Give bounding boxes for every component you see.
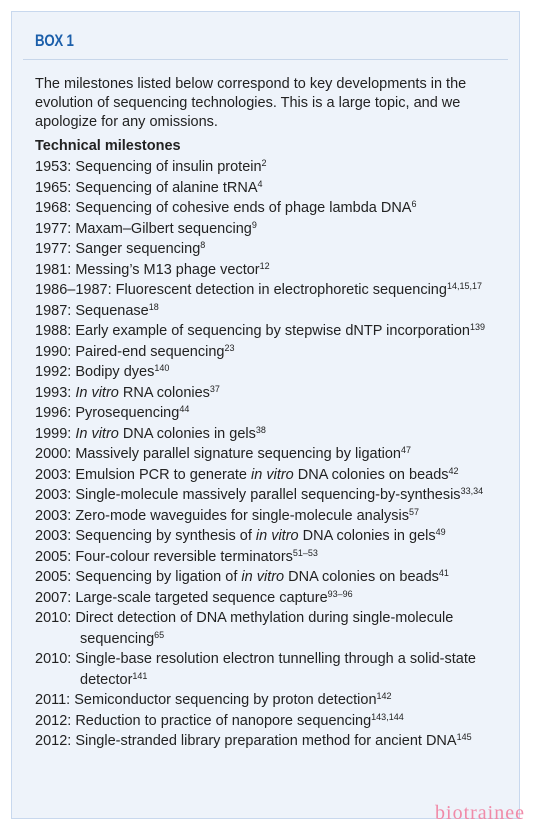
milestone-italic-text: in vitro — [241, 569, 285, 585]
milestone-item — [35, 711, 513, 732]
milestone-reference: 12 — [259, 260, 270, 271]
milestone-text: Maxam–Gilbert sequencing — [75, 220, 252, 237]
milestone-reference: 33,34 — [460, 486, 484, 496]
milestone-reference: 37 — [209, 383, 220, 394]
milestone-italic-text: In vitro — [75, 384, 119, 401]
milestone-year: 2005: — [35, 548, 72, 565]
milestone-year: 2010: — [35, 610, 72, 626]
milestone-item — [35, 424, 513, 445]
milestone-reference: 41 — [438, 568, 449, 578]
milestone-text: Emulsion PCR to generate — [75, 466, 252, 483]
milestone-item — [35, 608, 513, 649]
milestone-text: Sanger sequencing — [75, 241, 201, 257]
milestone-item — [35, 239, 513, 260]
milestone-year: 1992: — [35, 364, 72, 380]
milestone-reference: 38 — [255, 424, 266, 435]
milestone-reference: 42 — [448, 465, 459, 476]
milestone-text: Large-scale targeted sequence capture — [75, 589, 328, 606]
milestone-item — [35, 731, 513, 752]
milestone-text: Pyrosequencing — [75, 405, 180, 421]
milestone-year: 1993: — [35, 384, 72, 401]
milestone-text: DNA colonies on beads — [293, 466, 449, 483]
milestone-text: Sequencing of cohesive ends of phage lambda DNA — [75, 200, 412, 216]
milestone-reference: 44 — [179, 404, 190, 414]
milestone-reference: 141 — [132, 670, 148, 681]
box-title: BOX 1 — [35, 31, 74, 50]
milestone-item — [35, 383, 513, 404]
milestone-year: 2012: — [35, 733, 72, 749]
milestone-item — [35, 485, 513, 506]
milestone-year: 1987: — [35, 302, 72, 319]
milestone-year: 2005: — [35, 569, 72, 585]
milestone-item — [35, 219, 513, 240]
milestone-text: Single-base resolution electron tunnelling through a solid-state detector — [75, 651, 476, 688]
milestone-year: 1996: — [35, 405, 72, 421]
milestone-reference: 51–53 — [292, 547, 318, 558]
milestone-item — [35, 321, 513, 342]
milestone-reference: 14,15,17 — [446, 281, 482, 291]
milestone-text: DNA colonies in gels — [118, 425, 256, 442]
milestone-text: DNA colonies on beads — [284, 569, 439, 585]
milestone-text: Sequencing of alanine tRNA — [75, 179, 258, 196]
milestone-year: 1988: — [35, 323, 72, 339]
milestone-year: 1981: — [35, 261, 72, 278]
milestone-year: 1953: — [35, 159, 72, 175]
milestone-item — [35, 198, 513, 219]
milestone-reference: 9 — [251, 219, 257, 230]
milestone-year: 1977: — [35, 241, 72, 257]
milestone-text: Zero-mode waveguides for single-molecule analysis — [75, 507, 409, 524]
milestone-reference: 8 — [200, 240, 206, 250]
milestone-item — [35, 157, 513, 178]
milestone-year: 2003: — [35, 528, 72, 544]
milestone-year: 2011: — [35, 692, 71, 708]
milestone-text: Single-molecule massively parallel sequencing-by-synthesis — [75, 487, 461, 503]
milestone-reference: 93–96 — [327, 588, 353, 599]
milestone-italic-text: In vitro — [75, 425, 119, 442]
milestone-year: 1986–1987: — [35, 282, 112, 298]
milestone-item — [35, 362, 513, 383]
milestone-reference: 2 — [261, 158, 267, 168]
milestone-year: 2007: — [35, 589, 72, 606]
title-divider — [23, 59, 508, 60]
milestone-reference: 145 — [456, 732, 472, 742]
milestone-text: Semiconductor sequencing by proton detection — [74, 692, 377, 708]
milestone-text: Early example of sequencing by stepwise dNTP incorporation — [75, 323, 470, 339]
milestone-item — [35, 280, 513, 301]
milestone-year: 2010: — [35, 651, 72, 667]
milestone-reference: 142 — [376, 691, 392, 701]
milestone-reference: 57 — [408, 506, 419, 517]
milestone-reference: 65 — [154, 629, 165, 640]
milestone-item — [35, 444, 513, 465]
milestone-text: Sequencing of insulin protein — [75, 159, 262, 175]
milestone-item — [35, 567, 513, 588]
milestone-item — [35, 588, 513, 609]
milestone-year: 2000: — [35, 446, 72, 462]
milestone-text: Sequencing by synthesis of — [75, 528, 256, 544]
milestone-text: DNA colonies in gels — [298, 528, 436, 544]
milestone-italic-text: in vitro — [255, 528, 299, 544]
milestone-year: 1977: — [35, 220, 72, 237]
milestone-text: Fluorescent detection in electrophoretic sequencing — [115, 282, 447, 298]
milestone-text: Bodipy dyes — [75, 364, 155, 380]
milestone-year: 1968: — [35, 200, 72, 216]
milestone-reference: 23 — [224, 342, 235, 353]
milestone-reference: 6 — [411, 199, 417, 209]
milestone-year: 2012: — [35, 712, 72, 729]
milestone-text: RNA colonies — [118, 384, 210, 401]
milestone-text: Sequencing by ligation of — [75, 569, 242, 585]
milestone-year: 1965: — [35, 179, 72, 196]
milestone-year: 1990: — [35, 343, 72, 360]
milestone-text: Paired-end sequencing — [75, 343, 225, 360]
milestone-reference: 47 — [400, 445, 411, 455]
milestone-text: Messing’s M13 phage vector — [75, 261, 260, 278]
intro-paragraph: The milestones listed below correspond to key developments in the evolution of sequencing technologies. This is a large topic, and we apologize for any omissions. — [35, 76, 467, 130]
milestone-reference: 140 — [154, 363, 170, 373]
milestone-item — [35, 506, 513, 527]
milestone-reference: 139 — [470, 322, 486, 332]
milestone-italic-text: in vitro — [251, 466, 294, 483]
milestone-year: 2003: — [35, 466, 72, 483]
milestone-item — [35, 690, 513, 711]
milestone-text: Massively parallel signature sequencing by ligation — [75, 446, 401, 462]
milestone-reference: 49 — [435, 527, 446, 537]
box-panel — [11, 11, 520, 819]
milestone-text: Sequenase — [75, 302, 149, 319]
milestone-item — [35, 649, 513, 690]
milestones-list — [35, 157, 513, 752]
milestone-item — [35, 403, 513, 424]
milestone-reference: 18 — [148, 301, 159, 312]
milestone-item — [35, 465, 513, 486]
milestone-year: 1999: — [35, 425, 72, 442]
milestone-item — [35, 260, 513, 281]
milestone-item — [35, 547, 513, 568]
milestone-year: 2003: — [35, 507, 72, 524]
milestone-text: Single-stranded library preparation method for ancient DNA — [75, 733, 457, 749]
milestone-item — [35, 342, 513, 363]
milestone-text: Four-colour reversible terminators — [75, 548, 293, 565]
milestone-year: 2003: — [35, 487, 72, 503]
milestone-item — [35, 526, 513, 547]
milestone-text: Direct detection of DNA methylation during single-molecule sequencing — [75, 610, 454, 647]
milestone-item — [35, 178, 513, 199]
milestone-text: Reduction to practice of nanopore sequencing — [75, 712, 372, 729]
milestone-item — [35, 301, 513, 322]
milestone-reference: 4 — [257, 178, 263, 189]
section-heading: Technical milestones — [35, 138, 181, 154]
milestone-reference: 143,144 — [371, 711, 404, 722]
watermark-text: biotrainee — [435, 802, 525, 824]
